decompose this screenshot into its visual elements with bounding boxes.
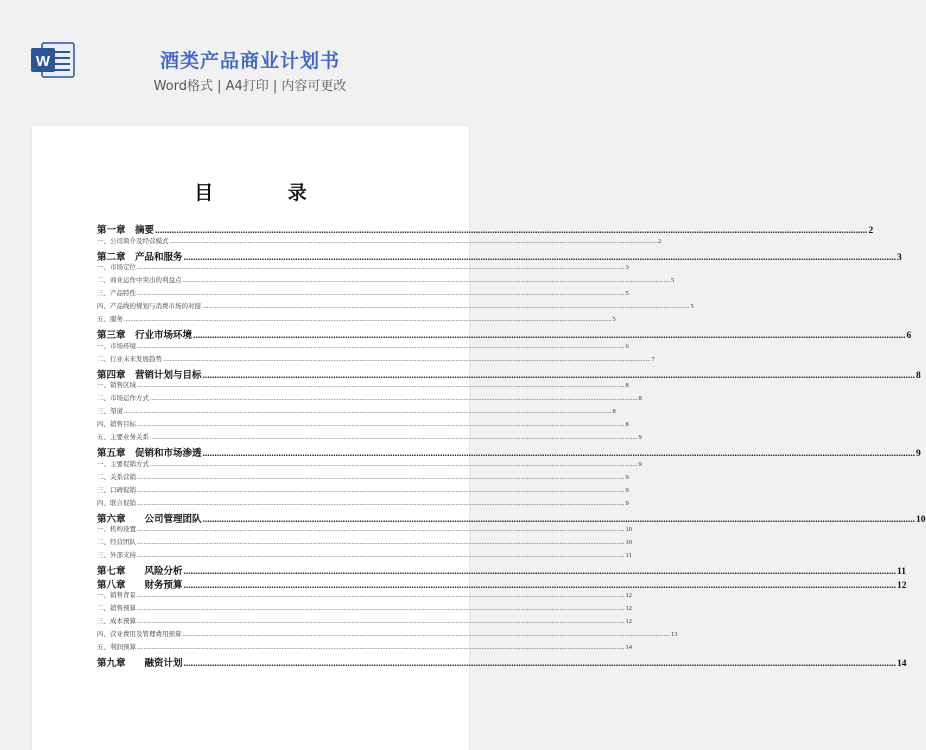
toc-entry-label: 第七章 风险分析 (97, 567, 183, 577)
toc-leader-dots: ............................................................................................................................................................................................................................................................................................................ (124, 408, 612, 415)
toc-page-number: 8 (638, 395, 642, 402)
toc-section-entry[interactable] (97, 393, 642, 406)
toc-leader-dots: ............................................................................................................................................................................................................................................................................................................ (202, 303, 690, 310)
toc-section-entry[interactable] (97, 524, 632, 537)
toc-entry-label: 三、产品特性 (97, 290, 136, 297)
toc-entry-label: 五、服务 (97, 316, 123, 323)
toc-section-entry[interactable] (97, 432, 642, 445)
toc-section-entry[interactable] (97, 275, 675, 288)
toc-entry-label: 第二章 产品和服务 (97, 252, 183, 263)
toc-chapter-entry[interactable] (97, 249, 902, 263)
toc-entry-label: 一、公司简介及经营模式 (97, 237, 169, 245)
toc-entry-label: 四、营业费用及管理费用预算 (97, 631, 182, 638)
toc-page-number: 10 (625, 539, 632, 546)
toc-page-number: 13 (671, 631, 678, 638)
toc-leader-dots: ............................................................................................................................................................................................................................................................................................................ (137, 526, 625, 533)
toc-leader-dots: ............................................................................................................................................................................................................................................................................................................ (137, 605, 625, 612)
toc-entry-label: 二、市场运作方式 (97, 395, 149, 402)
toc-page-number: 5 (612, 316, 616, 323)
toc-entry-label: 一、主要促销方式 (97, 460, 149, 468)
toc-section-entry[interactable] (97, 642, 632, 655)
toc-section-entry[interactable] (97, 288, 629, 301)
toc-section-entry[interactable] (97, 406, 616, 419)
toc-entry-label: 第六章 公司管理团队 (97, 514, 202, 525)
toc-entry-label: 第八章 财务预算 (97, 580, 183, 591)
svg-text:W: W (35, 53, 51, 70)
toc-section-entry[interactable] (97, 236, 662, 249)
toc-entry-label: 一、市场环境 (97, 342, 136, 350)
toc-chapter-entry[interactable] (97, 563, 906, 577)
toc-chapter-entry[interactable] (97, 655, 907, 669)
toc-chapter-entry[interactable] (97, 445, 921, 459)
toc-page-number: 2 (658, 237, 662, 245)
toc-entry-label: 五、利润预算 (97, 644, 136, 651)
toc-section-entry[interactable] (97, 498, 629, 511)
toc-page-number: 12 (625, 618, 632, 625)
toc-chapter-entry[interactable] (97, 577, 907, 591)
toc-section-entry[interactable] (97, 485, 629, 498)
toc-section-entry[interactable] (97, 419, 629, 432)
toc-leader-dots: ............................................................................................................................................................................................................................................................................................................ (137, 592, 625, 599)
toc-entry-label: 一、市场定位 (97, 264, 136, 271)
toc-page-number: 12 (897, 580, 907, 591)
toc-section-entry[interactable] (97, 301, 694, 314)
toc-leader-dots: ............................................................................................................................................................................................................................................................................................................ (137, 264, 625, 271)
toc-page-number: 6 (625, 342, 629, 350)
toc-page-number: 9 (638, 460, 642, 468)
toc-leader-dots: ............................................................................................................................................................................................................................................................................................................ (150, 395, 638, 402)
toc-entry-label: 第一章 摘要 (97, 226, 155, 236)
toc-page-number: 10 (916, 514, 926, 525)
toc-page-number: 9 (625, 473, 629, 481)
toc-section-entry[interactable] (97, 590, 632, 603)
toc-page-number: 9 (625, 486, 629, 494)
toc-page-number: 12 (625, 592, 632, 599)
toc-entry-label: 四、销售目标 (97, 421, 136, 428)
toc-leader-dots: ............................................................................................................................................................................................................................................................................................................ (137, 486, 625, 494)
toc-entry-label: 二、商业运作中突出的利益点 (97, 277, 182, 284)
toc-entry-label: 三、口碑促销 (97, 486, 136, 494)
toc-page-number: 7 (651, 355, 655, 363)
toc-leader-dots: ............................................................................................................................................................................................................................................................................................................ (183, 580, 897, 591)
toc-leader-dots: ............................................................................................................................................................................................................................................................................................................ (150, 460, 638, 468)
toc-section-entry[interactable] (97, 603, 632, 616)
toc-leader-dots: ............................................................................................................................................................................................................................................................................................................ (137, 473, 625, 481)
toc-page-number: 8 (612, 408, 616, 415)
toc-leader-dots: ............................................................................................................................................................................................................................................................................................................ (202, 370, 916, 381)
toc-page-number: 14 (625, 644, 632, 651)
toc-page-number: 8 (625, 421, 629, 428)
toc-section-entry[interactable] (97, 314, 616, 327)
table-of-contents (97, 222, 926, 669)
toc-entry-label: 五、主要业务关系 (97, 434, 149, 441)
toc-section-entry[interactable] (97, 537, 632, 550)
toc-entry-label: 二、关系营销 (97, 473, 136, 481)
toc-entry-label: 一、销售背景 (97, 592, 136, 599)
toc-leader-dots: ............................................................................................................................................................................................................................................................................................................ (137, 499, 625, 507)
toc-leader-dots: ............................................................................................................................................................................................................................................................................................................ (137, 644, 625, 651)
toc-leader-dots: ............................................................................................................................................................................................................................................................................................................ (193, 331, 906, 341)
toc-title: 目 录 (194, 182, 341, 204)
toc-page-number: 8 (916, 370, 921, 381)
toc-page-number: 11 (625, 552, 632, 559)
toc-leader-dots: ............................................................................................................................................................................................................................................................................................................ (183, 567, 897, 577)
toc-section-entry[interactable] (97, 616, 632, 629)
toc-leader-dots: ............................................................................................................................................................................................................................................................................................................ (155, 226, 868, 236)
toc-leader-dots: ............................................................................................................................................................................................................................................................................................................ (183, 252, 897, 263)
toc-page-number: 12 (625, 605, 632, 612)
toc-entry-label: 四、联合促销 (97, 499, 136, 507)
toc-page-number: 3 (625, 264, 629, 271)
toc-leader-dots: ............................................................................................................................................................................................................................................................................................................ (202, 449, 916, 459)
document-subtitle: Word格式 | A4打印 | 内容可更改 (153, 79, 347, 94)
toc-leader-dots: ............................................................................................................................................................................................................................................................................................................ (137, 342, 625, 350)
toc-page-number: 5 (625, 290, 629, 297)
toc-page-number: 9 (916, 449, 921, 459)
toc-entry-label: 二、经营团队 (97, 539, 136, 546)
toc-section-entry[interactable] (97, 341, 629, 354)
toc-leader-dots: ............................................................................................................................................................................................................................................................................................................ (137, 290, 625, 297)
toc-section-entry[interactable] (97, 380, 629, 393)
header (0, 0, 500, 112)
toc-entry-label: 三、成本预算 (97, 618, 136, 625)
toc-leader-dots: ............................................................................................................................................................................................................................................................................................................ (150, 434, 638, 441)
toc-leader-dots: ............................................................................................................................................................................................................................................................................................................ (169, 237, 657, 245)
toc-page-number: 9 (625, 499, 629, 507)
toc-leader-dots: ............................................................................................................................................................................................................................................................................................................ (182, 631, 670, 638)
toc-entry-label: 一、机构设置 (97, 526, 136, 533)
toc-entry-label: 二、行业未来发展趋势 (97, 355, 162, 363)
toc-entry-label: 第三章 行业市场环境 (97, 331, 193, 341)
toc-leader-dots: ............................................................................................................................................................................................................................................................................................................ (137, 539, 625, 546)
toc-page-number: 10 (625, 526, 632, 533)
toc-leader-dots: ............................................................................................................................................................................................................................................................................................................ (163, 355, 651, 363)
toc-section-entry[interactable] (97, 472, 629, 485)
toc-entry-label: 第四章 营销计划与目标 (97, 370, 202, 381)
toc-entry-label: 一、销售区域 (97, 382, 136, 389)
toc-page-number: 3 (897, 252, 902, 263)
toc-leader-dots: ............................................................................................................................................................................................................................................................................................................ (137, 618, 625, 625)
toc-page-number: 14 (897, 659, 907, 669)
toc-entry-label: 二、销售预算 (97, 605, 136, 612)
toc-entry-label: 三、渠道 (97, 408, 123, 415)
document-title: 酒类产品商业计划书 (159, 50, 340, 72)
toc-page-number: 2 (868, 226, 874, 236)
toc-section-entry[interactable] (97, 262, 629, 275)
toc-section-entry[interactable] (97, 550, 632, 563)
toc-chapter-entry[interactable] (97, 511, 926, 525)
toc-section-entry[interactable] (97, 629, 678, 642)
toc-leader-dots: ............................................................................................................................................................................................................................................................................................................ (137, 382, 625, 389)
toc-page-number: 9 (638, 434, 642, 441)
toc-leader-dots: ............................................................................................................................................................................................................................................................................................................ (183, 659, 897, 669)
toc-leader-dots: ............................................................................................................................................................................................................................................................................................................ (137, 552, 625, 559)
toc-leader-dots: ............................................................................................................................................................................................................................................................................................................ (124, 316, 612, 323)
toc-section-entry[interactable] (97, 354, 655, 367)
toc-page-number: 11 (897, 567, 906, 577)
toc-leader-dots: ............................................................................................................................................................................................................................................................................................................ (182, 277, 670, 284)
toc-section-entry[interactable] (97, 459, 642, 472)
toc-chapter-entry[interactable] (97, 327, 912, 341)
toc-entry-label: 第九章 融资计划 (97, 659, 183, 669)
toc-entry-label: 四、产品线的规划与消费市场的对接 (97, 303, 201, 310)
toc-entry-label: 第五章 促销和市场渗透 (97, 449, 202, 459)
document-page (32, 126, 926, 750)
toc-entry-label: 三、外部支持 (97, 552, 136, 559)
toc-page-number: 6 (906, 331, 912, 341)
toc-chapter-entry[interactable] (97, 222, 874, 236)
toc-chapter-entry[interactable] (97, 367, 921, 381)
toc-page-number: 5 (671, 277, 675, 284)
toc-page-number: 5 (690, 303, 694, 310)
toc-leader-dots: ............................................................................................................................................................................................................................................................................................................ (137, 421, 625, 428)
toc-page-number: 8 (625, 382, 629, 389)
toc-leader-dots: ............................................................................................................................................................................................................................................................................................................ (202, 514, 916, 525)
